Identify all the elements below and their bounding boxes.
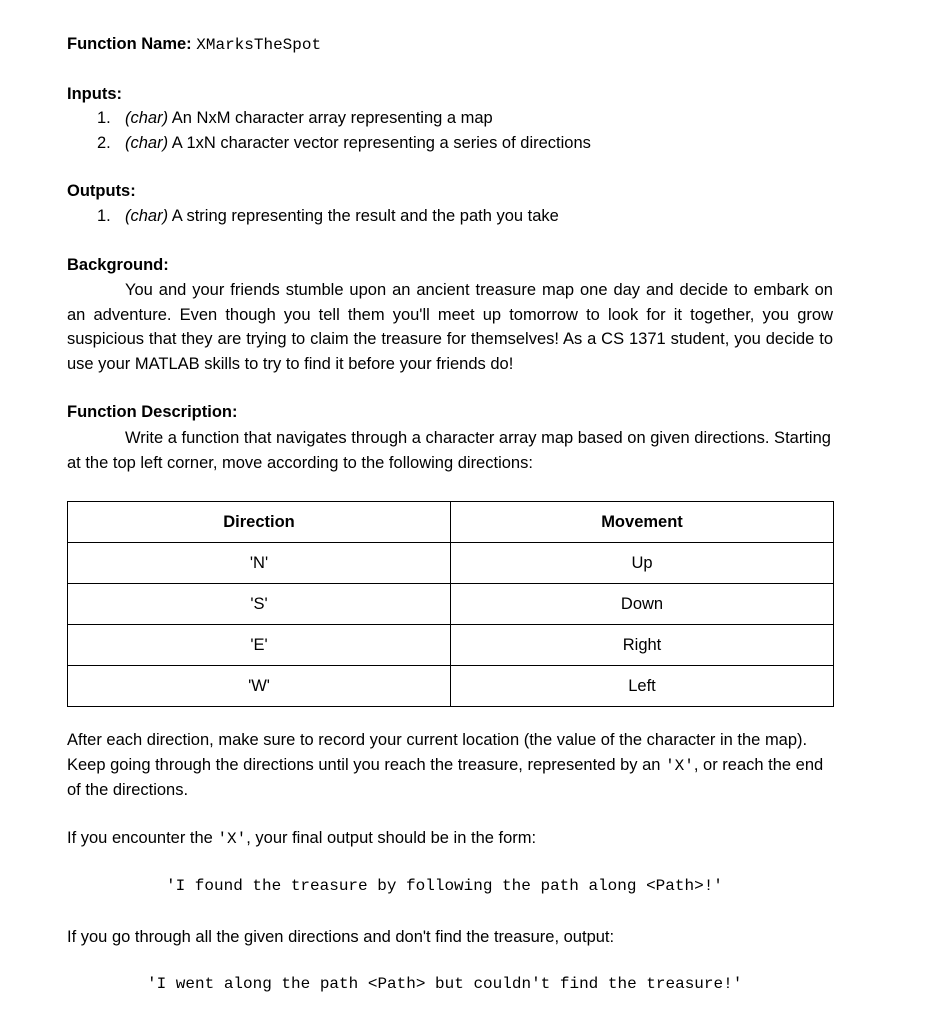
input-item-number: 2. xyxy=(97,134,111,152)
table-row xyxy=(68,666,834,707)
function-name: XMarksTheSpot xyxy=(196,36,322,54)
output-item xyxy=(97,207,559,226)
after-text-2: , or reach the end of the directions. xyxy=(67,755,824,799)
table-row xyxy=(68,625,834,666)
background-paragraph xyxy=(67,278,833,376)
inputs-heading: Inputs: xyxy=(67,85,122,103)
outputs-heading: Outputs: xyxy=(67,182,136,200)
input-item xyxy=(97,109,493,128)
function-description-paragraph xyxy=(67,426,833,475)
encounter-text-2: , your final output should be in the form: xyxy=(246,829,537,847)
not-found-intro: If you go through all the given directions and don't find the treasure, output: xyxy=(67,928,615,946)
direction-cell: 'E' xyxy=(68,625,451,666)
input-item-text: An NxM character array representing a map xyxy=(168,109,493,127)
input-item xyxy=(97,134,591,153)
after-text-1: After each direction, make sure to record your current location (the value of the character in the map). Keep going through the directions until you reach the treasure, represented by an xyxy=(67,731,808,774)
input-item-text: A 1xN character vector representing a series of directions xyxy=(168,134,591,152)
output-item-type: (char) xyxy=(125,207,169,225)
movement-cell: Up xyxy=(451,543,834,584)
function-name-label: Function Name: xyxy=(67,35,192,53)
code-x: 'X' xyxy=(217,830,247,848)
input-item-number: 1. xyxy=(97,109,111,127)
background-text: You and your friends stumble upon an ancient treasure map one day and decide to embark on an adventure. Even though you tell them you'll meet up tomorrow to look for it together, you grow suspicious that they are trying to claim the treasure for themselves! As a CS 1371 student, you decide to use your MATLAB skills to try to find it before your friends do! xyxy=(67,281,833,373)
direction-cell: 'N' xyxy=(68,543,451,584)
function-description-text: Write a function that navigates through a character array map based on given directions. Starting at the top left corner, move according to the following directions: xyxy=(67,429,831,472)
movement-cell: Right xyxy=(451,625,834,666)
input-item-type: (char) xyxy=(125,109,169,127)
function-description-heading: Function Description: xyxy=(67,403,238,421)
table-header-row xyxy=(68,502,834,543)
input-item-type: (char) xyxy=(125,134,169,152)
code-x: 'X' xyxy=(665,756,694,775)
column-header-direction: Direction xyxy=(68,502,451,543)
not-found-output-code: 'I went along the path <Path> but couldn't find the treasure!' xyxy=(147,975,743,993)
table-row xyxy=(68,584,834,625)
found-output-code: 'I found the treasure by following the path along <Path>!' xyxy=(166,877,723,895)
function-name-line xyxy=(67,35,321,54)
column-header-movement: Movement xyxy=(451,502,834,543)
movement-cell: Left xyxy=(451,666,834,707)
encounter-text-1: If you encounter the xyxy=(67,829,218,847)
direction-cell: 'W' xyxy=(68,666,451,707)
table-row xyxy=(68,543,834,584)
movement-cell: Down xyxy=(451,584,834,625)
direction-table xyxy=(67,501,834,707)
encounter-paragraph xyxy=(67,826,833,852)
background-heading: Background: xyxy=(67,256,169,274)
output-item-text: A string representing the result and the path you take xyxy=(168,207,559,225)
after-direction-paragraph xyxy=(67,728,833,803)
output-item-number: 1. xyxy=(97,207,111,225)
direction-cell: 'S' xyxy=(68,584,451,625)
